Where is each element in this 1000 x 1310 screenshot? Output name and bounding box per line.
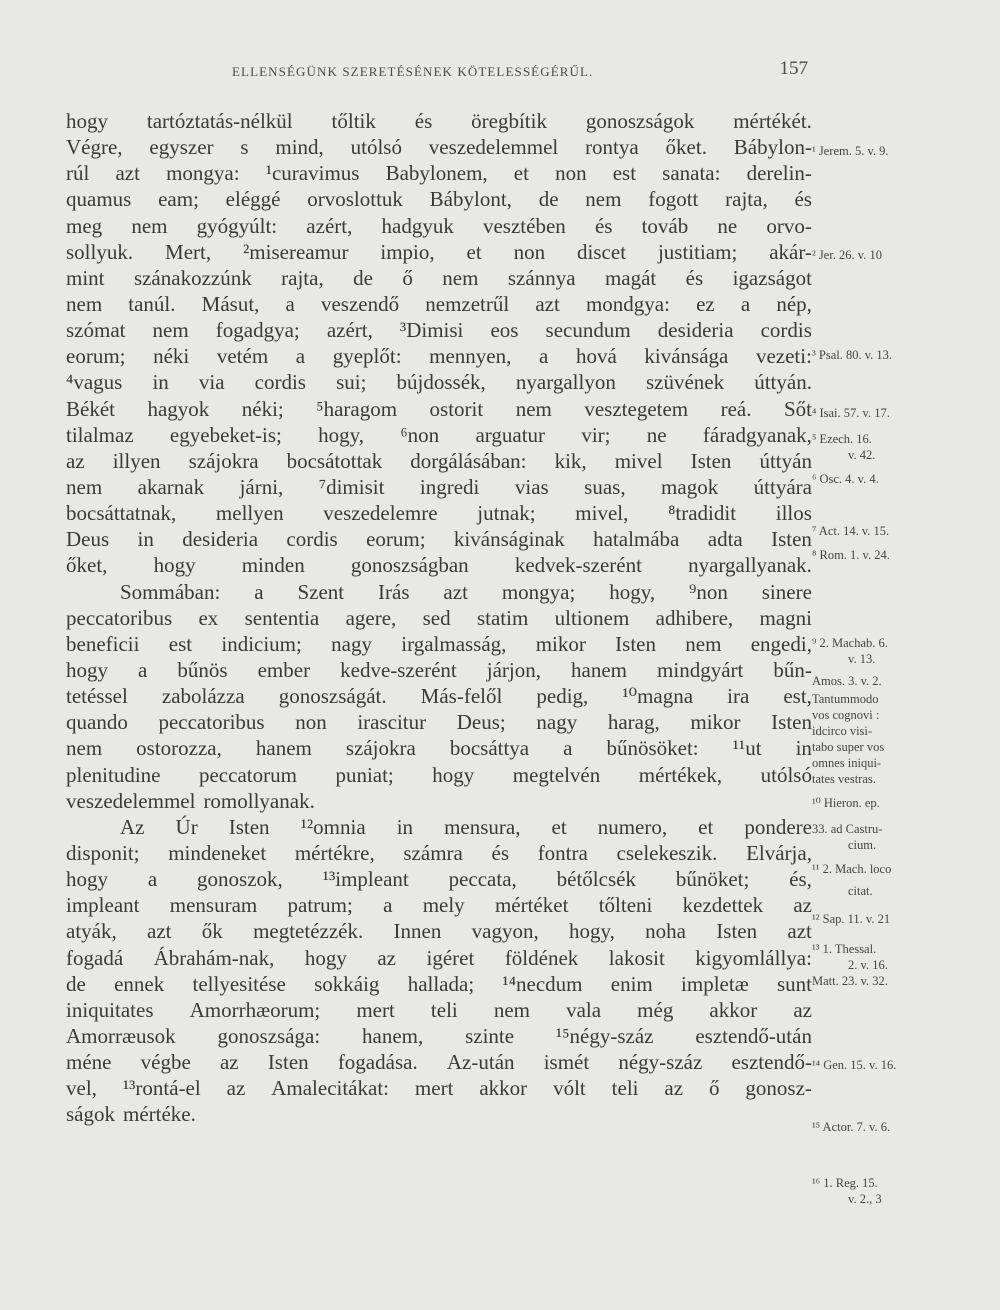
text-line: nem ostorozza, hanem szájokra bocsáttya a bűnösöket: ¹¹ut in: [66, 736, 812, 761]
text-line: quando peccatoribus non irascitur Deus; nagy harag, mikor Isten: [66, 710, 812, 735]
margin-note: ¹⁰ Hieron. ep.: [812, 796, 880, 810]
text-line: beneficii est indicium; nagy irgalmasság, mikor Isten nem engedi,: [66, 631, 812, 656]
margin-note: tates vestras.: [812, 772, 876, 786]
text-line: szómat nem fogadgya; azért, ³Dimisi eos secundum desideria cordis: [66, 318, 812, 343]
margin-note: Amos. 3. v. 2.: [812, 674, 882, 688]
margin-note: ⁴ Isai. 57. v. 17.: [812, 406, 890, 420]
text-line: nem tanúl. Másut, a veszendő nemzetrűl azt mondgya: ez a nép,: [66, 291, 812, 316]
margin-note: ⁶ Osc. 4. v. 4.: [812, 472, 879, 486]
margin-note: citat.: [848, 884, 873, 898]
text-line: hogy a bűnös ember kedve-szerént járjon, hanem mindgyárt bűn-: [66, 657, 812, 682]
margin-note: ³ Psal. 80. v. 13.: [812, 348, 893, 362]
text-line: az illyen szájokra bocsátottak dorgálásában: kik, mivel Isten úttyán: [66, 448, 812, 473]
running-head: ELLENSÉGÜNK SZERETÉSÉNEK KÖTELESSÉGÉRŰL.: [232, 64, 594, 79]
text-line: meg nem gyógyúlt: azért, hadgyuk vesztében és továb ne orvo-: [66, 213, 812, 238]
text-line: impleant mensuram patrum; a mely mértéket tőlteni kezdettek az: [66, 893, 812, 918]
margin-note: ⁵ Ezech. 16.: [812, 432, 872, 446]
margin-note: v. 42.: [848, 448, 876, 462]
text-line: disponit; mindeneket mértékre, számra és fontra cselekeszik. Elvárja,: [66, 840, 812, 865]
text-line: ⁴vagus in via cordis sui; bújdossék, nyargallyon szüvének úttyán.: [66, 370, 812, 395]
margin-note: ¹³ 1. Thessal.: [812, 942, 877, 956]
text-line: hogy a gonoszok, ¹³impleant peccata, bétőlcsék bűnöket; és,: [66, 867, 812, 892]
margin-note: ¹² Sap. 11. v. 21: [812, 912, 891, 926]
margin-note: 33. ad Castru-: [812, 822, 883, 836]
text-line: eorum; néki vetém a gyeplőt: mennyen, a hová kivánsága vezeti:: [66, 344, 812, 369]
text-line: de ennek tellyesitése sokkáig hallada; ¹⁴necdum enim impletæ sunt: [66, 971, 812, 996]
margin-note: tabo super vos: [812, 740, 885, 754]
margin-note: v. 13.: [848, 652, 876, 666]
margin-note: ⁹ 2. Machab. 6.: [812, 636, 888, 650]
text-line: iniquitates Amorrhæorum; mert teli nem vala még akkor az: [66, 997, 812, 1022]
margin-note: ¹⁶ 1. Reg. 15.: [812, 1176, 878, 1190]
body-text: [66, 108, 812, 1127]
margin-note: ¹ Jerem. 5. v. 9.: [812, 144, 889, 158]
margin-note: vos cognovi :: [812, 708, 880, 722]
text-line: méne végbe az Isten fogadása. Az-után ismét négy-száz esztendő-: [66, 1050, 812, 1075]
margin-note: ⁷ Act. 14. v. 15.: [812, 524, 890, 538]
margin-note: ² Jer. 26. v. 10: [812, 248, 882, 262]
margin-note: omnes iniqui-: [812, 756, 882, 770]
margin-note: ¹¹ 2. Mach. loco: [812, 862, 892, 876]
text-line: mint szánakozzúnk rajta, de ő nem szánnya magát és igazságot: [66, 265, 812, 290]
text-line: Végre, egyszer s mind, utólsó veszedelemmel rontya őket. Bábylon-: [66, 135, 812, 160]
page-number: 157: [779, 58, 808, 79]
page-header: [66, 58, 808, 88]
text-line: rúl azt mongya: ¹curavimus Babylonem, et non est sanata: derelin-: [66, 161, 812, 186]
text-line: Deus in desideria cordis eorum; kivánságinak hatalmába adta Isten: [66, 527, 812, 552]
text-line: Békét hagyok néki; ⁵haragom ostorit nem vesztegetem reá. Sőt: [66, 396, 812, 421]
margin-note: ⁸ Rom. 1. v. 24.: [812, 548, 890, 562]
margin-note: idcirco visi-: [812, 724, 873, 738]
text-line: tilalmaz egyebeket-is; hogy, ⁶non arguatur vir; ne fáradgyanak,: [66, 422, 812, 447]
text-line: fogadá Ábrahám-nak, hogy az igéret földének lakosit kigyomlállya:: [66, 945, 812, 970]
text-line: sollyuk. Mert, ²misereamur impio, et non discet justitiam; akár-: [66, 239, 812, 264]
margin-note: v. 2., 3: [848, 1192, 882, 1206]
margin-note: Tantummodo: [812, 692, 879, 706]
text-line: Sommában: a Szent Irás azt mongya; hogy, ⁹non sinere: [120, 579, 812, 604]
text-line: Amorræusok gonoszsága: hanem, szinte ¹⁵négy-száz esztendő-után: [66, 1023, 812, 1048]
text-line: tetéssel zabolázza gonoszságát. Más-felől pedig, ¹⁰magna ira est,: [66, 684, 812, 709]
text-line: veszedelemmel romollyanak.: [66, 788, 315, 813]
text-line: hogy tartóztatás-nélkül tőltik és öregbítik gonoszságok mértékét.: [66, 109, 812, 133]
text-line: peccatoribus ex sententia agere, sed statim ultionem adhibere, magni: [66, 605, 812, 630]
text-line: atyák, azt ők megtetézzék. Innen vagyon, hogy, noha Isten azt: [66, 919, 812, 944]
margin-note: 2. v. 16.: [848, 958, 888, 972]
text-line: quamus eam; eléggé orvoslottuk Bábylont, de nem fogott rajta, és: [66, 187, 812, 212]
text-line: őket, hogy minden gonoszságban kedvek-szerént nyargallyanak.: [66, 553, 812, 578]
text-line: Az Úr Isten ¹²omnia in mensura, et numero, et pondere: [120, 814, 812, 839]
text-line: nem akarnak járni, ⁷dimisit ingredi vias suas, magok úttyára: [66, 474, 812, 499]
margin-note: ¹⁵ Actor. 7. v. 6.: [812, 1120, 891, 1134]
text-line: bocsáttatnak, mellyen veszedelemre jutnak; mivel, ⁸tradidit illos: [66, 501, 812, 526]
margin-note: ¹⁴ Gen. 15. v. 16.: [812, 1058, 897, 1072]
text-line: ságok mértéke.: [66, 1102, 196, 1127]
text-line: plenitudine peccatorum puniat; hogy megtelvén mértékek, utólsó: [66, 762, 812, 787]
text-line: vel, ¹³rontá-el az Amalecitákat: mert akkor vólt teli az ő gonosz-: [66, 1076, 812, 1101]
margin-note: Matt. 23. v. 32.: [812, 974, 888, 988]
margin-note: cium.: [848, 838, 877, 852]
